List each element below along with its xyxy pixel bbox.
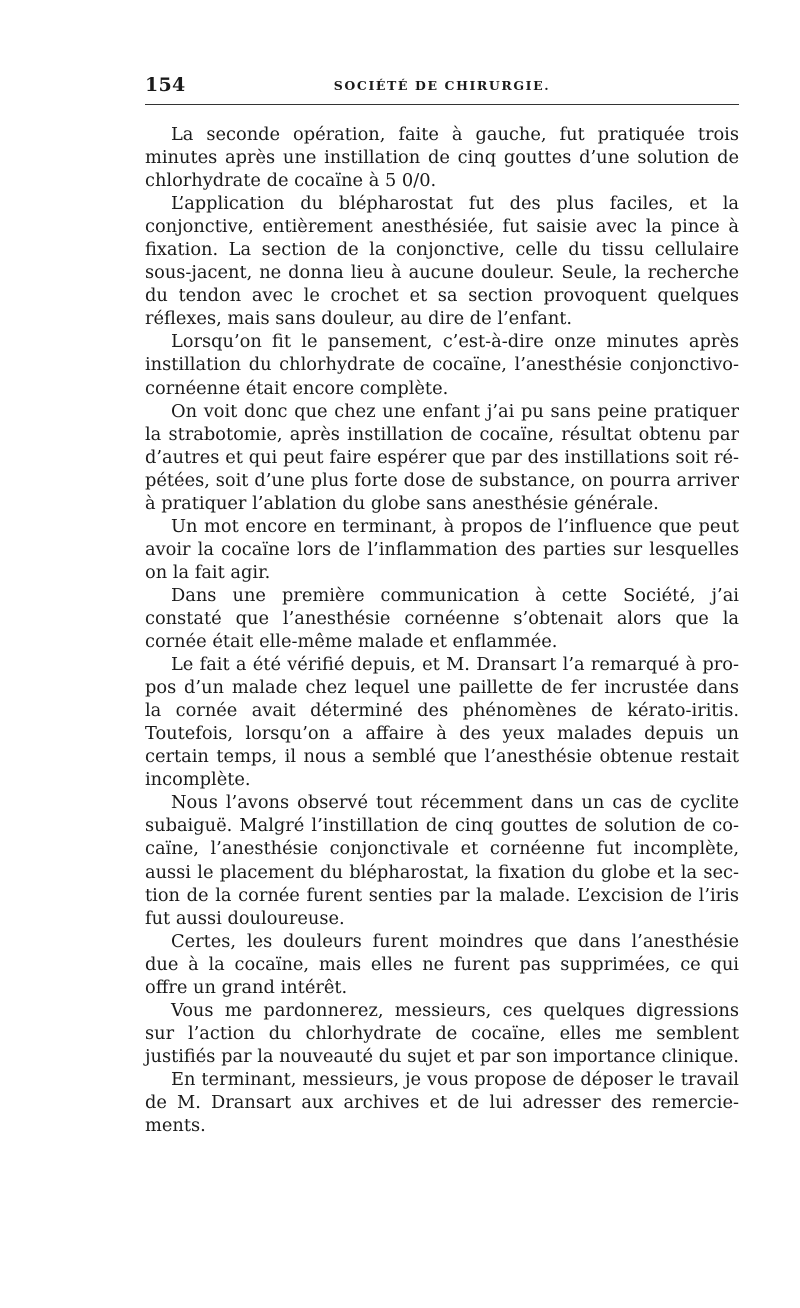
paragraph: La seconde opération, faite à gauche, fut pratiquée trois minutes après une instillation de cinq gouttes d’une solution de chlorhydrate de cocaïne à 5 0/0. (145, 124, 739, 192)
paragraph: Dans une première communication à cette Société, j’ai constaté que l’anesthésie cornéenne s’obtenait alors que la cornée était elle-même malade et enflammée. (145, 584, 739, 653)
paragraph: Nous l’avons observé tout récemment dans un cas de cyclite subaiguë. Malgré l’instillation de cinq gouttes de solution de cocaïne, l’anesthésie conjonctivale et cornéenne fut incomplète, aussi le placement du blépharostat, la fixation du globe et la section de la cornée furent senties par la malade. L’excision de l’iris fut aussi douloureuse. (145, 792, 739, 929)
paragraph: On voit donc que chez une enfant j’ai pu sans peine pratiquer la strabotomie, après instillation de cocaïne, résultat obtenu par d’autres et qui peut faire espérer que par des instillations soit répétées, soit d’une plus forte dose de substance, on pourra arriver à pratiquer l’ablation du globe sans anesthésie générale. (145, 400, 739, 514)
body-text (145, 123, 739, 1137)
paragraph: Lorsqu’on fit le pansement, c’est-à-dire onze minutes après instillation du chlorhydrate de cocaïne, l’anesthésie conjonctivocornéenne était encore complète. (145, 331, 739, 399)
header-rule (145, 104, 739, 105)
paragraph: L’application du blépharostat fut des plus faciles, et la conjonctive, entièrement anesthésiée, fut saisie avec la pince à fixation. La section de la conjonctive, celle du tissu cellulaire sous-jacent, ne donna lieu à aucune douleur. Seule, la recherche du tendon avec le crochet et sa section provoquent quelques réflexes, mais sans douleur, au dire de l’enfant. (145, 193, 739, 330)
paragraph: En terminant, messieurs, je vous propose de déposer le travail de M. Dransart aux archives et de lui adresser des remerciements. (145, 1068, 739, 1137)
paragraph: Certes, les douleurs furent moindres que dans l’anesthésie due à la cocaïne, mais elles ne furent pas supprimées, ce qui offre un grand intérêt. (145, 930, 739, 998)
page-number: 154 (145, 74, 186, 96)
paragraph: Le fait a été vérifié depuis, et M. Dransart l’a remarqué à propos d’un malade chez lequel une paillette de fer incrustée dans la cornée avait déterminé des phénomènes de kérato-iritis. Toutefois, lorsqu’on a affaire à des yeux malades depuis un certain temps, il nous a semblé que l’anesthésie obtenue restait incomplète. (145, 654, 739, 791)
page-header (145, 74, 739, 96)
paragraph: Vous me pardonnerez, messieurs, ces quelques digressions sur l’action du chlorhydrate de cocaïne, elles me semblent justifiés par la nouveauté du sujet et par son importance clinique. (145, 999, 739, 1067)
paragraph: Un mot encore en terminant, à propos de l’influence que peut avoir la cocaïne lors de l’inflammation des parties sur lesquelles on la fait agir. (145, 515, 739, 583)
running-head: SOCIÉTÉ DE CHIRURGIE. (333, 78, 551, 93)
